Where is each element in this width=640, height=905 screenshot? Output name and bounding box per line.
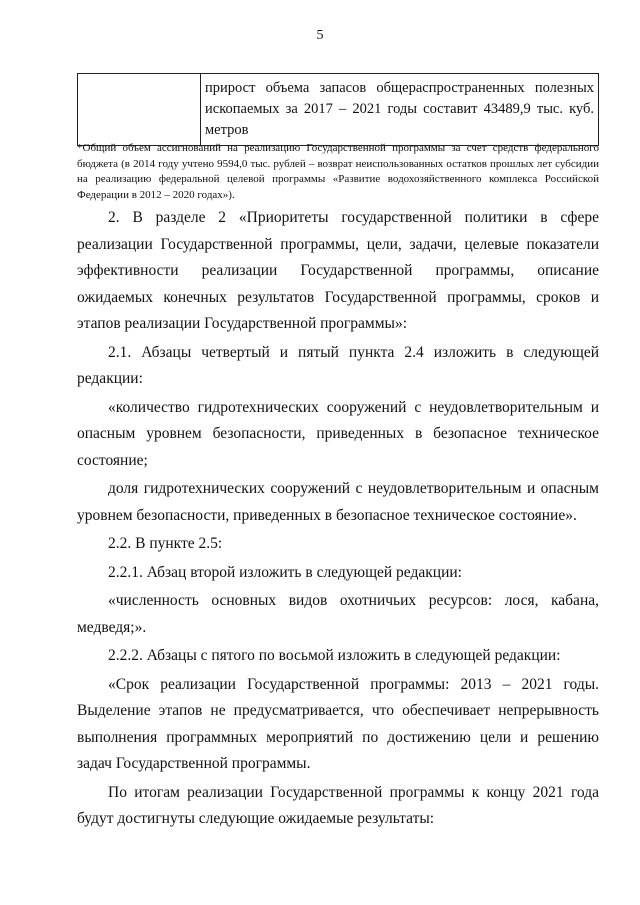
paragraph-quote-share: доля гидротехнических сооружений с неудовлетворительным и опасным уровнем безопасности, приведенных в безопасное техническое состояние».: [77, 480, 599, 524]
paragraph-2-1: 2.1. Абзацы четвертый и пятый пункта 2.4 изложить в следующей редакции:: [77, 343, 599, 387]
paragraph-section-2: 2. В разделе 2 «Приоритеты государственной политики в сфере реализации Государственной программы, цели, задачи, целевые показатели эффективности реализации Государственной программы, описание ожидаемых конечных результатов Государственной программы, сроков и этапов реализации Государственной программы»:: [77, 209, 599, 332]
footnote: *Общий объем ассигнований на реализацию Государственной программы за счет средств федерального бюджета (в 2014 году учтено 9594,0 тыс. рублей – возврат неиспользованных остатков прошлых лет субсидии на реализацию федеральной целевой программы «Развитие водохозяйственного комплекса Российской Федерации в 2012 – 2020 годах»).: [77, 142, 599, 201]
paragraph-quote-count: «количество гидротехнических сооружений с неудовлетворительным и опасным уровнем безопасности, приведенных в безопасное техническое состояние;: [77, 398, 599, 469]
table-row: [78, 74, 599, 146]
page-number: 5: [316, 28, 324, 43]
paragraph-results: По итогам реализации Государственной программы к концу 2021 года будут достигнуты следующие ожидаемые результаты:: [77, 783, 599, 827]
continued-table: [77, 73, 599, 146]
paragraph-2-2: 2.2. В пункте 2.5:: [108, 535, 223, 552]
paragraph-2-2-2: 2.2.2. Абзацы с пятого по восьмой изложить в следующей редакции:: [108, 647, 561, 664]
document-body: [77, 205, 599, 835]
paragraph-quote-term: «Срок реализации Государственной программы: 2013 – 2021 годы. Выделение этапов не предусматривается, что обеспечивает непрерывность выполнения программных мероприятий по достижению цели и решению задач Государственной программы.: [77, 675, 599, 772]
paragraph-2-2-1: 2.2.1. Абзац второй изложить в следующей редакции:: [108, 563, 462, 581]
table-cell-text: прирост объема запасов общераспространенных полезных ископаемых за 2017 – 2021 годы составит 43489,9 тыс. куб. метров: [201, 74, 599, 146]
table-cell-empty: [78, 74, 201, 146]
paragraph-quote-hunting: «численность основных видов охотничьих ресурсов: лося, кабана, медведя;».: [77, 592, 599, 636]
